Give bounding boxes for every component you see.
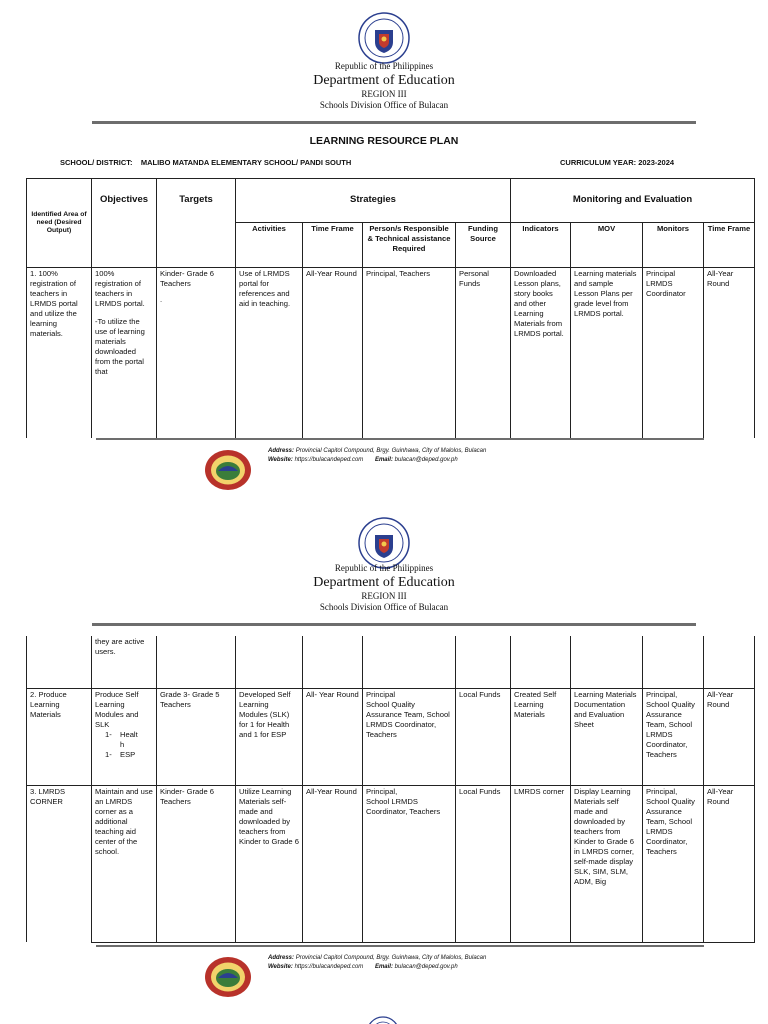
- cell-persons: [363, 688, 456, 785]
- cell-persons: [363, 785, 456, 942]
- item-text: [120, 730, 138, 750]
- cell-indicators: Downloaded Lesson plans, story books and other Learning Materials from LRMDS portal.: [511, 268, 571, 438]
- item-number: 1-: [105, 729, 112, 739]
- cell-time-frame-2: All-Year Round: [704, 688, 755, 785]
- address-label: Address:: [268, 955, 295, 961]
- footer-divider: [96, 438, 704, 440]
- footer-contact: [268, 954, 486, 972]
- persons-a: Principal,: [366, 786, 398, 796]
- department-text: Department of Education: [313, 73, 455, 88]
- cell-objectives: [92, 268, 157, 438]
- email-label: Email:: [374, 457, 393, 463]
- cell-indicators: LMRDS corner: [511, 785, 571, 942]
- cell-empty: [704, 636, 755, 688]
- region-text: REGION III: [361, 89, 407, 99]
- document-page-1: [0, 0, 768, 500]
- plan-title: LEARNING RESOURCE PLAN: [309, 135, 459, 147]
- cell-targets: Grade 3- Grade 5 Teachers: [157, 688, 236, 785]
- header-monitors: Monitors: [643, 223, 704, 268]
- website-link[interactable]: https://bulacandeped.com: [294, 457, 364, 463]
- website-label: Website:: [268, 457, 293, 463]
- website-label: Website:: [268, 964, 293, 970]
- item-text: ESP: [120, 749, 136, 759]
- header-time-frame: Time Frame: [303, 223, 363, 268]
- cell-empty: [363, 636, 456, 688]
- item-number: 1-: [105, 749, 112, 759]
- cell-mov: Learning materials and sample Lesson Plans per grade level from LRMDS portal.: [571, 268, 643, 438]
- objective-text: Produce Self Learning Modules and SLK: [95, 689, 139, 729]
- cell-empty: [643, 636, 704, 688]
- cell-empty: [303, 636, 363, 688]
- cell-empty: [511, 636, 571, 688]
- school-value: MALIBO MATANDA ELEMENTARY SCHOOL/ PANDI SOUTH: [140, 158, 352, 167]
- cell-activities: Utilize Learning Materials self-made and downloaded by teachers from Kinder to Grade 6: [236, 785, 303, 942]
- cell-mov: Display Learning Materials self made and downloaded by teachers from Kinder to Grade 6 in LMRDS corner, self-made display SLK, SIM, SLM, ADM, Big: [571, 785, 643, 942]
- footer-contact: [268, 447, 486, 465]
- table-row: [27, 268, 755, 438]
- region-text: REGION III: [361, 591, 407, 601]
- persons-a: Principal: [366, 689, 396, 699]
- footer-divider: [96, 945, 704, 947]
- cell-mov: Learning Materials Documentation and Evaluation Sheet: [571, 688, 643, 785]
- header-funding: Funding Source: [456, 223, 511, 268]
- cell-funding: Local Funds: [456, 688, 511, 785]
- header-monitoring: Monitoring and Evaluation: [511, 179, 755, 223]
- objective-item-1: [95, 730, 153, 750]
- cell-indicators: Created Self Learning Materials: [511, 688, 571, 785]
- republic-text: Republic of the Philippines: [334, 61, 434, 71]
- header-objectives: Objectives: [92, 179, 157, 268]
- email-link[interactable]: bulacan@deped.gov.ph: [394, 457, 458, 463]
- email-link[interactable]: bulacan@deped.gov.ph: [394, 964, 458, 970]
- letterhead: [0, 563, 768, 613]
- objective-a: 100% registration of teachers in LRMDS portal.: [95, 269, 145, 309]
- cell-time-frame: All- Year Round: [303, 688, 363, 785]
- cell-time-frame: All-Year Round: [303, 268, 363, 438]
- header-strategies: Strategies: [236, 179, 511, 223]
- targets-extra: .: [160, 295, 163, 305]
- division-text: Schools Division Office of Bulacan: [319, 602, 449, 612]
- department-text: Department of Education: [313, 575, 455, 590]
- item-text-b: h: [120, 739, 125, 749]
- header-time-frame-2: Time Frame: [704, 223, 755, 268]
- cell-area-empty: [27, 636, 92, 688]
- header-indicators: Indicators: [511, 223, 571, 268]
- persons-b: School Quality Assurance Team, School LRMDS Coordinator, Teachers: [366, 699, 450, 739]
- cell-time-frame-2: All-Year Round: [704, 785, 755, 942]
- address-text: Provincial Capitol Compound, Brgy. Guinhawa, City of Malolos, Bulacan: [295, 448, 487, 454]
- header-divider: [92, 623, 696, 626]
- objective-item-2: [95, 750, 153, 760]
- deped-seal-icon: [366, 1016, 400, 1024]
- deped-seal-icon: [358, 12, 410, 64]
- resource-plan-table: [26, 178, 755, 438]
- cell-area: 1. 100% registration of teachers in LRMDS portal and utilize the learning materials.: [27, 268, 92, 438]
- cell-targets: Kinder- Grade 6 Teachers: [157, 785, 236, 942]
- cell-area: 2. Produce Learning Materials: [27, 688, 92, 785]
- school-district: [60, 158, 351, 167]
- cell-monitors: Principal LRMDS Coordinator: [643, 268, 704, 438]
- header-activities: Activities: [236, 223, 303, 268]
- cell-funding: Local Funds: [456, 785, 511, 942]
- cell-funding: Personal Funds: [456, 268, 511, 438]
- cell-time-frame-2: All-Year Round: [704, 268, 755, 438]
- table-row: [27, 688, 755, 785]
- division-logo-icon: [204, 449, 252, 491]
- division-logo-icon: [204, 956, 252, 998]
- republic-text: Republic of the Philippines: [334, 563, 434, 573]
- email-label: Email:: [374, 964, 393, 970]
- address-label: Address:: [268, 448, 295, 454]
- document-page-2: [0, 505, 768, 1024]
- school-label: SCHOOL/ DISTRICT:: [60, 158, 133, 167]
- cell-area: 3. LMRDS CORNER: [27, 785, 92, 942]
- targets-text: Kinder- Grade 6 Teachers: [160, 269, 215, 289]
- cell-monitors: Principal, School Quality Assurance Team, School LRMDS Coordinator, Teachers: [643, 688, 704, 785]
- cell-empty: [456, 636, 511, 688]
- curriculum-year: CURRICULUM YEAR: 2023-2024: [560, 158, 675, 167]
- resource-plan-table-continued: [26, 636, 755, 943]
- cell-monitors: Principal, School Quality Assurance Team, School LRMDS Coordinator, Teachers: [643, 785, 704, 942]
- cell-empty: [236, 636, 303, 688]
- cell-targets: [157, 268, 236, 438]
- cell-objectives: Maintain and use an LMRDS corner as a additional teaching aid center of the school.: [92, 785, 157, 942]
- header-divider: [92, 121, 696, 124]
- deped-seal-icon: [358, 517, 410, 569]
- cell-objectives-continued: they are active users.: [92, 636, 157, 688]
- objective-b: -To utilize the use of learning materials downloaded from the portal that: [95, 317, 145, 377]
- persons-b: School LRMDS Coordinator, Teachers: [366, 796, 441, 816]
- cell-time-frame: All-Year Round: [303, 785, 363, 942]
- cell-activities: Use of LRMDS portal for references and aid in teaching.: [236, 268, 303, 438]
- table-row: [27, 785, 755, 942]
- header-mov: MOV: [571, 223, 643, 268]
- cell-empty: [157, 636, 236, 688]
- cell-activities: Developed Self Learning Modules (SLK) for 1 for Health and 1 for ESP: [236, 688, 303, 785]
- header-persons: Person/s Responsible & Technical assistance Required: [363, 223, 456, 268]
- website-link[interactable]: https://bulacandeped.com: [294, 964, 364, 970]
- item-text-a: Healt: [120, 729, 138, 739]
- cell-objectives: [92, 688, 157, 785]
- cell-persons: Principal, Teachers: [363, 268, 456, 438]
- table-row: [27, 636, 755, 688]
- address-text: Provincial Capitol Compound, Brgy. Guinhawa, City of Malolos, Bulacan: [295, 955, 487, 961]
- letterhead: [0, 61, 768, 111]
- division-text: Schools Division Office of Bulacan: [319, 100, 449, 110]
- header-targets: Targets: [157, 179, 236, 268]
- cell-empty: [571, 636, 643, 688]
- header-identified-area: Identified Area of need (Desired Output): [27, 179, 92, 268]
